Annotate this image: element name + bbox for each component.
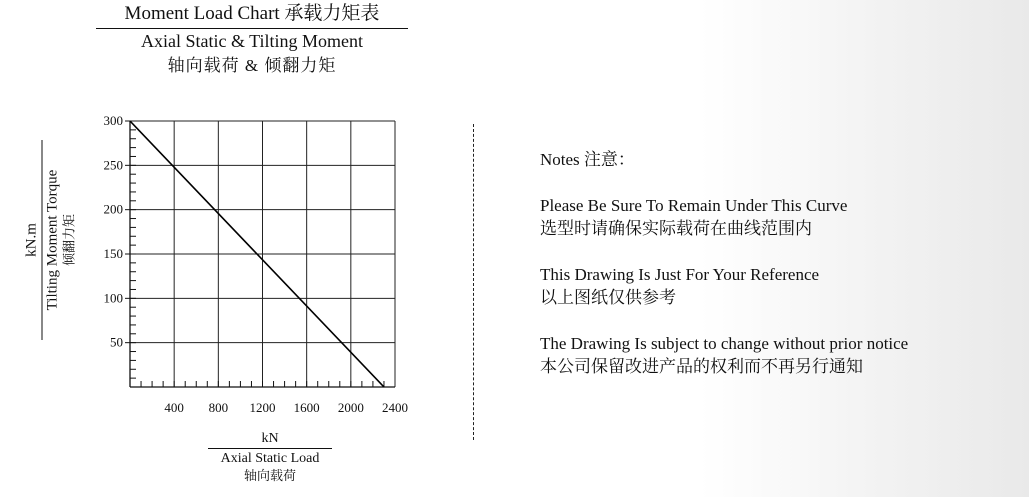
note-en: Please Be Sure To Remain Under This Curve (540, 196, 848, 215)
x-tick-label: 2400 (382, 400, 408, 415)
x-tick-label: 2000 (337, 400, 364, 415)
dashed-divider (473, 124, 474, 440)
y-tick-label: 200 (103, 201, 123, 217)
y-axis-name-cn: 倾翻力矩 (61, 214, 77, 267)
note-item (540, 263, 1025, 309)
note-en: This Drawing Is Just For Your Reference (540, 265, 820, 284)
note-en: The Drawing Is subject to change without prior notice (540, 334, 909, 353)
x-tick-label: 1200 (249, 400, 276, 415)
notes-panel (540, 148, 1025, 401)
note-zh: 选型时请确保实际载荷在曲线范围内 (540, 219, 812, 238)
x-axis-label (208, 430, 332, 484)
x-tick-label: 400 (164, 400, 184, 415)
y-axis-name: Tilting Moment Torque (44, 169, 61, 311)
note-zh: 以上图纸仅供参考 (540, 288, 676, 307)
chart-subtitle-en: Axial Static & Tilting Moment (140, 31, 364, 51)
y-axis-unit: kN.m (23, 223, 40, 257)
note-item (540, 332, 1025, 378)
x-axis-rule (208, 448, 332, 449)
x-tick-label: 1600 (293, 400, 320, 415)
y-tick-label: 300 (103, 113, 123, 128)
note-item (540, 194, 1025, 240)
chart-title: Moment Load Chart 承载力矩表 (124, 3, 380, 24)
x-axis-unit: kN (261, 431, 279, 446)
note-zh: 本公司保留改进产品的权利而不再另行通知 (540, 357, 863, 376)
y-tick-label: 50 (110, 334, 123, 350)
x-axis-name-cn: 轴向载荷 (243, 468, 296, 483)
x-axis-name: Axial Static Load (220, 451, 320, 466)
y-tick-label: 250 (103, 157, 123, 173)
x-tick-label: 800 (208, 400, 229, 415)
y-tick-label: 100 (103, 290, 123, 306)
y-tick-label: 150 (103, 246, 123, 261)
chart-subtitle-cn: 轴向载荷 & 倾翻力矩 (167, 56, 337, 75)
notes-heading: Notes 注意： (540, 150, 635, 169)
